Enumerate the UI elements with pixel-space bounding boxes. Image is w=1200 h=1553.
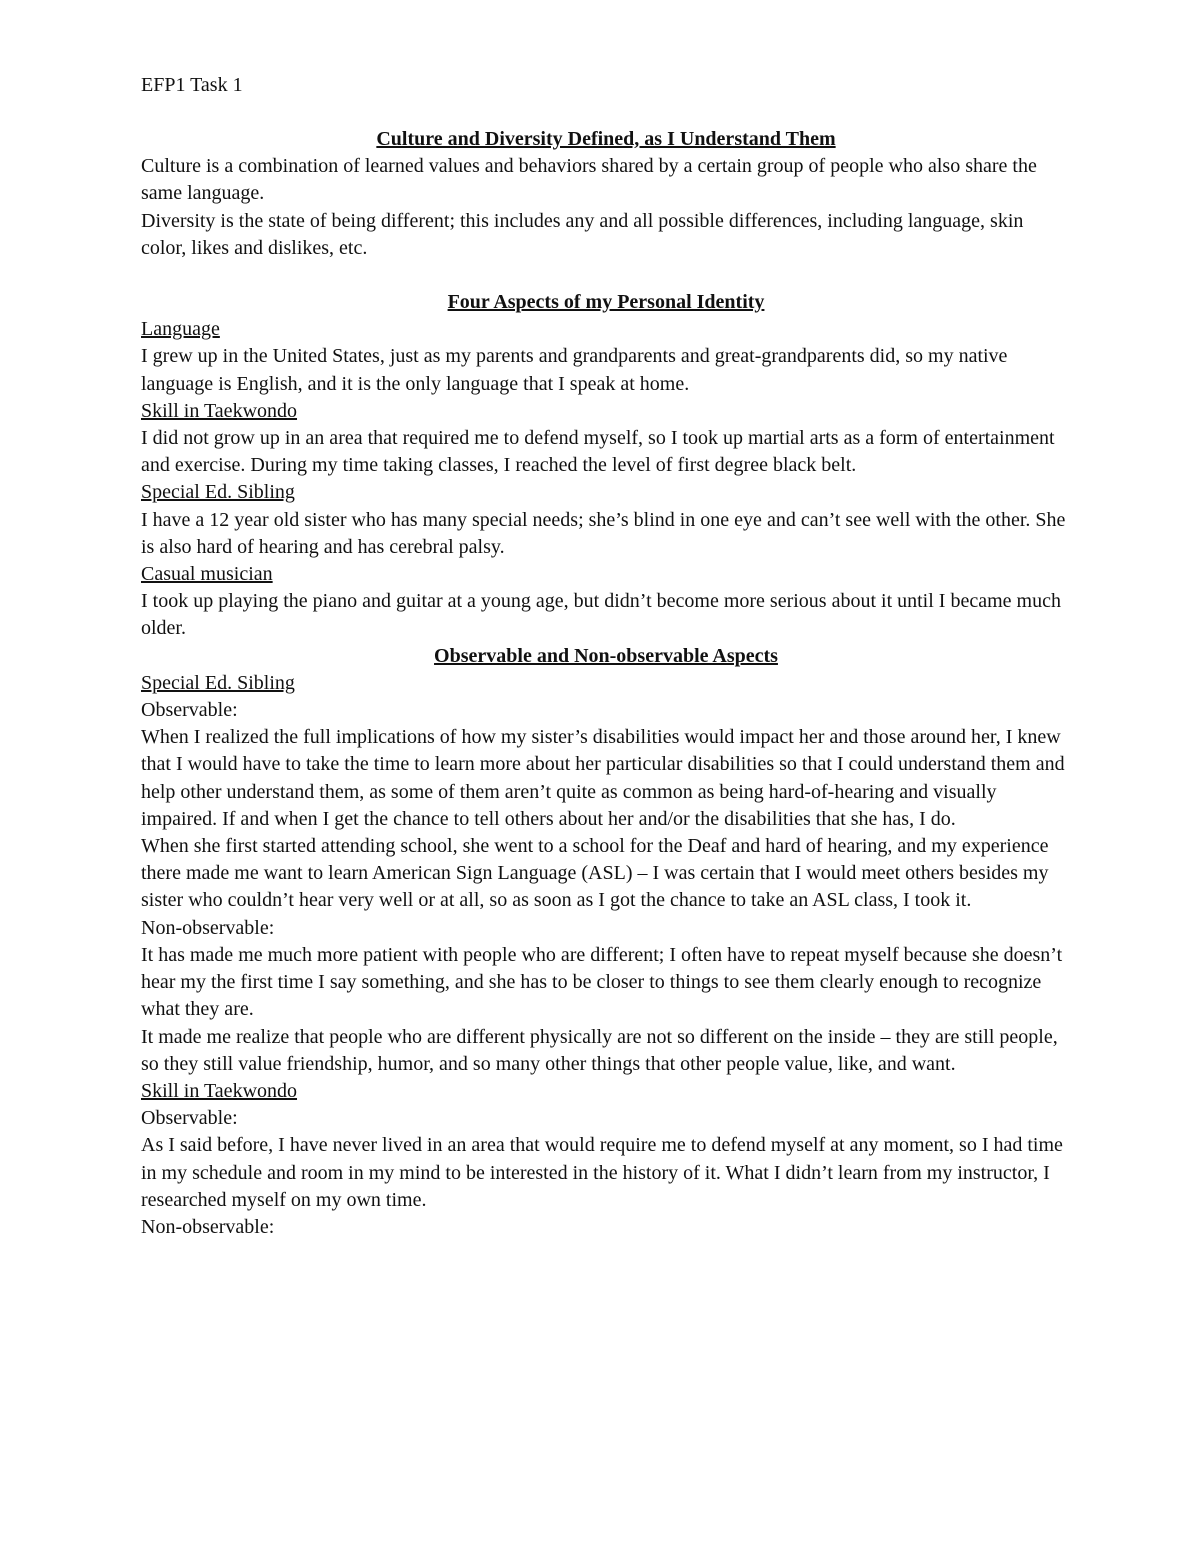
observable-label: Observable: <box>141 1107 238 1130</box>
identity-text-musician: I took up playing the piano and guitar at a young age, but didn’t become more serious about it until I became much older. <box>141 590 1061 640</box>
observable-text: When she first started attending school, she went to a school for the Deaf and hard of hearing, and my experience there made me want to learn American Sign Language (ASL) – I was certain that I would meet others besides my sister who couldn’t hear very well or at all, so as soon as I got the chance to take an ASL class, I took it. <box>141 835 1049 912</box>
aspect-title-taekwondo: Skill in Taekwondo <box>141 1079 298 1102</box>
nonobservable-label: Non-observable: <box>141 1215 275 1238</box>
spacer <box>141 262 1071 289</box>
observable-text: As I said before, I have never lived in an area that would require me to defend myself at any moment, so I had time in my schedule and room in my mind to be interested in the history of it. What I didn’t learn from my instructor, I researched myself on my own time. <box>141 1134 1063 1211</box>
diversity-definition: Diversity is the state of being different; this includes any and all possible differences, including language, skin color, likes and dislikes, etc. <box>141 209 1024 259</box>
identity-text-language: I grew up in the United States, just as my parents and grandparents and great-grandparents did, so my native language is English, and it is the only language that I speak at home. <box>141 345 1008 395</box>
observable-label: Observable: <box>141 699 238 722</box>
document-page <box>141 72 1071 1241</box>
section-heading-personal-identity: Four Aspects of my Personal Identity <box>447 291 765 314</box>
observable-text: When I realized the full implications of how my sister’s disabilities would impact her and those around her, I knew that I would have to take the time to learn more about her particular disabilities so that I could understand them and help other understand them, as some of them aren’t quite as common as being hard-of-hearing and visually impaired. If and when I get the chance to tell others about her and/or the disabilities that she has, I do. <box>141 726 1065 830</box>
section-heading-culture-diversity: Culture and Diversity Defined, as I Understand Them <box>376 128 836 150</box>
section-heading-observable: Observable and Non-observable Aspects <box>434 644 778 667</box>
identity-text-taekwondo: I did not grow up in an area that required me to defend myself, so I took up martial arts as a form of entertainment and exercise. During my time taking classes, I reached the level of first degree black belt. <box>141 427 1055 477</box>
nonobservable-label: Non-observable: <box>141 916 275 939</box>
identity-title-sibling: Special Ed. Sibling <box>141 481 295 504</box>
identity-title-musician: Casual musician <box>141 563 273 586</box>
culture-definition: Culture is a combination of learned values and behaviors shared by a certain group of people who also share the same language. <box>141 155 1037 205</box>
identity-title-taekwondo: Skill in Taekwondo <box>141 399 298 422</box>
document-header: EFP1 Task 1 <box>141 74 243 96</box>
identity-text-sibling: I have a 12 year old sister who has many special needs; she’s blind in one eye and can’t see well with the other. She is also hard of hearing and has cerebral palsy. <box>141 508 1066 558</box>
identity-title-language: Language <box>141 318 220 341</box>
nonobservable-text: It made me realize that people who are different physically are not so different on the inside – they are still people, so they still value friendship, humor, and so many other things that other people value, like, and want. <box>141 1025 1058 1075</box>
spacer <box>141 99 1071 126</box>
aspect-title-sibling: Special Ed. Sibling <box>141 671 295 694</box>
nonobservable-text: It has made me much more patient with people who are different; I often have to repeat myself because she doesn’t hear my the first time I say something, and she has to be closer to things to see them clearly enough to recognize what they are. <box>141 943 1063 1021</box>
